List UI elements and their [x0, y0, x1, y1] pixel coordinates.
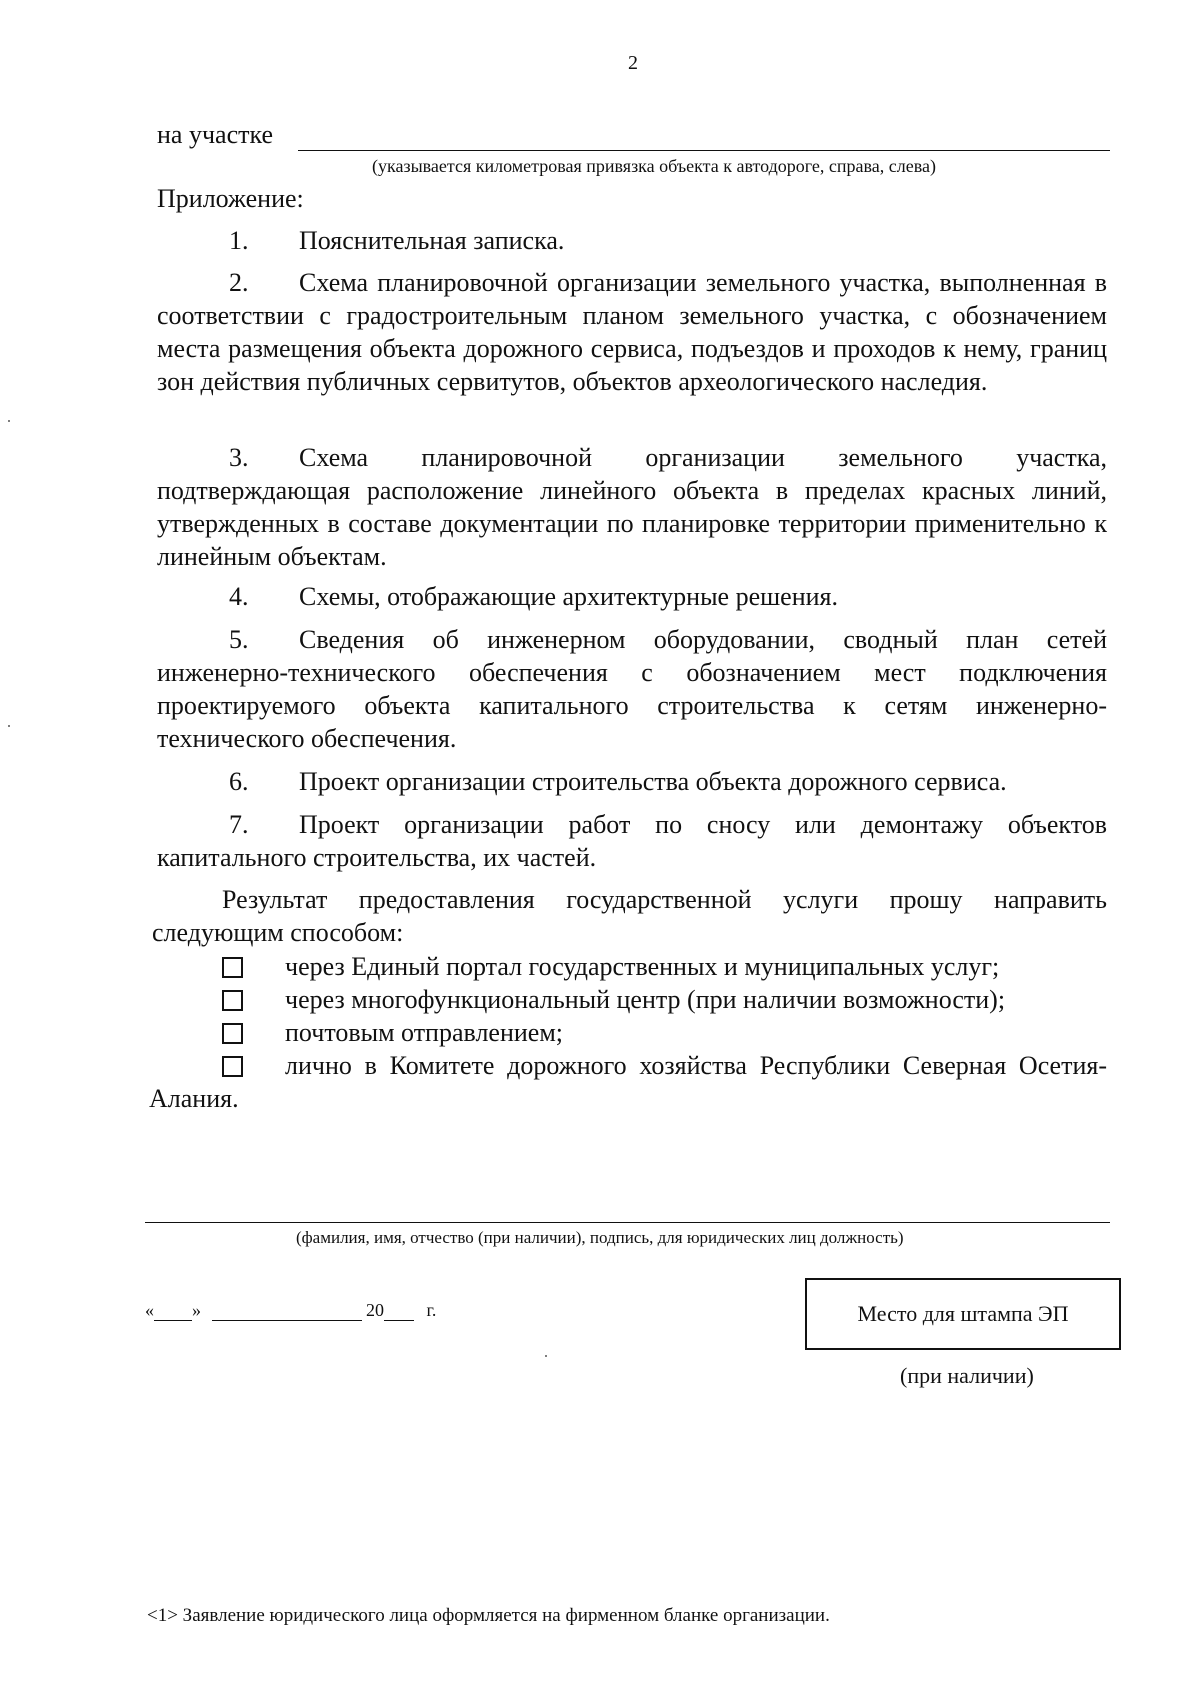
date-field[interactable]	[145, 1300, 436, 1321]
method-option-mail[interactable]	[222, 1016, 1107, 1049]
footnote: <1> Заявление юридического лица оформляется на фирменном бланке организации.	[147, 1605, 830, 1626]
item-text: Схема планировочной организации земельного участка, выполненная в соответствии с градостроительным планом земельного участка, с обозначением места размещения объекта дорожного сервиса, подъездов и проходов к нему, границ зон действия публичных сервитутов, объектов археологического наследия.	[157, 268, 1107, 396]
method-label: лично в Комитете дорожного хозяйства Республики Северная Осетия-Алания.	[149, 1051, 1107, 1113]
checkbox[interactable]	[222, 1056, 243, 1077]
page-number: 2	[628, 52, 638, 74]
method-label: почтовым отправлением;	[285, 1018, 564, 1047]
appendix-item-5	[157, 623, 1107, 755]
item-number: 3.	[229, 443, 249, 472]
stamp-note: (при наличии)	[900, 1363, 1034, 1388]
site-input-line[interactable]	[298, 150, 1110, 151]
item-text: Сведения об инженерном оборудовании, сводный план сетей инженерно-технического обеспечения с обозначением мест подключения проектируемого объекта капитального строительства к сетям инженерно- технического обеспечения.	[157, 625, 1107, 753]
site-hint: (указывается километровая привязка объекта к автодороге, справа, слева)	[372, 156, 936, 176]
item-text: Пояснительная записка.	[299, 226, 565, 255]
month-blank[interactable]	[212, 1304, 362, 1321]
result-intro	[152, 883, 1107, 949]
appendix-item-6	[157, 765, 1107, 798]
checkbox[interactable]	[222, 957, 243, 978]
item-text: Проект организации строительства объекта дорожного сервиса.	[299, 767, 1007, 796]
item-number: 2.	[229, 268, 249, 297]
scan-speck	[8, 725, 10, 727]
method-label: через многофункциональный центр (при наличии возможности);	[285, 985, 1006, 1014]
checkbox[interactable]	[222, 990, 243, 1011]
signature-hint: (фамилия, имя, отчество (при наличии), подпись, для юридических лиц должность)	[296, 1228, 904, 1247]
scan-speck	[8, 420, 10, 422]
appendix-item-4	[157, 580, 1107, 613]
signature-line[interactable]	[145, 1222, 1110, 1223]
method-label: через Единый портал государственных и муниципальных услуг;	[285, 952, 1000, 981]
date-open-quote: «	[145, 1300, 154, 1320]
appendix-item-7	[157, 808, 1107, 874]
year-suffix: г.	[426, 1300, 437, 1320]
item-text: Схема планировочной организации земельного участка, подтверждающая расположение линейного объекта в пределах красных линий, утвержденных в составе документации по планировке территории применительно к линейным объектам.	[157, 443, 1107, 571]
stamp-box	[805, 1278, 1121, 1350]
appendix-item-1	[157, 224, 1107, 257]
scan-speck	[545, 1355, 547, 1357]
item-text: Схемы, отображающие архитектурные решения.	[299, 582, 838, 611]
item-number: 4.	[229, 582, 249, 611]
year-prefix: 20	[366, 1300, 384, 1320]
appendix-item-2	[157, 266, 1107, 398]
result-intro-text: Результат предоставления государственной услуги прошу направить следующим способом:	[152, 885, 1107, 947]
item-text: Проект организации работ по сносу или демонтажу объектов капитального строительства, их частей.	[157, 810, 1107, 872]
item-number: 1.	[229, 226, 249, 255]
method-option-in-person[interactable]	[149, 1049, 1107, 1115]
stamp-label: Место для штампа ЭП	[857, 1301, 1069, 1326]
appendix-heading: Приложение:	[157, 184, 304, 213]
year-blank[interactable]	[384, 1304, 414, 1321]
appendix-item-3	[157, 441, 1107, 573]
item-number: 7.	[229, 810, 249, 839]
item-number: 5.	[229, 625, 249, 654]
item-number: 6.	[229, 767, 249, 796]
day-blank[interactable]	[154, 1304, 192, 1321]
method-option-portal[interactable]	[222, 950, 1107, 983]
method-option-mfc[interactable]	[222, 983, 1107, 1016]
date-close-quote: »	[192, 1300, 201, 1320]
site-label: на участке	[157, 120, 273, 149]
checkbox[interactable]	[222, 1023, 243, 1044]
